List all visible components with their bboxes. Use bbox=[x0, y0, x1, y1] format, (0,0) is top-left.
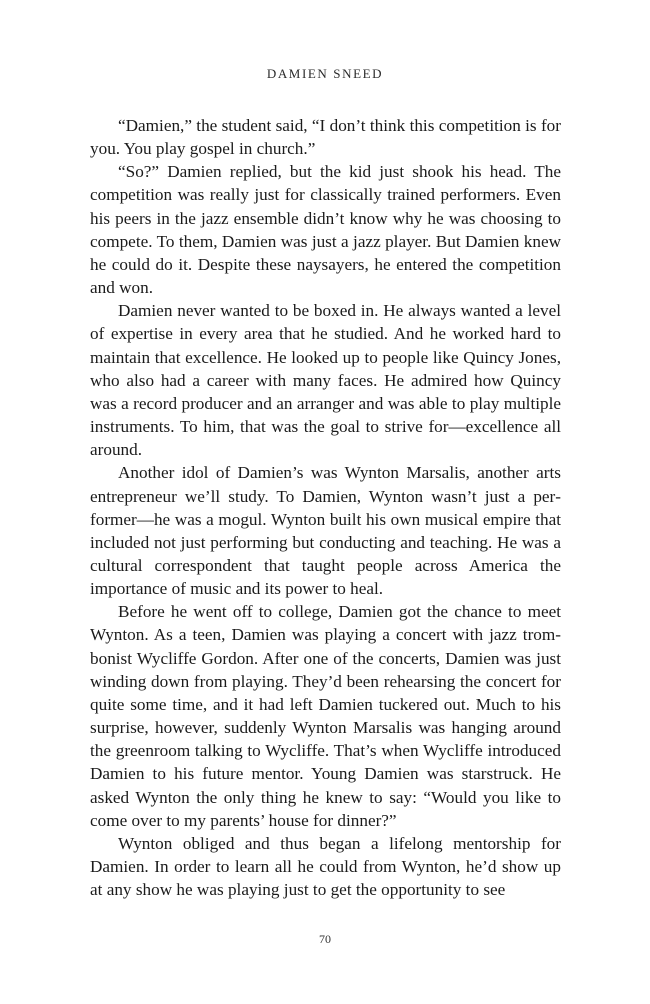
body-text bbox=[90, 114, 561, 901]
paragraph: “So?” Damien replied, but the kid just shook his head. The competition was really just for classically trained performers. Even his peers in the jazz ensemble didn’t know why he was choosing to compete. To them, Damien was just a jazz player. But Damien knew he could do it. Despite these naysayers, he entered the competition and won. bbox=[90, 162, 561, 298]
paragraph: Another idol of Damien’s was Wynton Marsalis, another arts entrepreneur we’ll study. To Damien, Wynton wasn’t just a performer—he was a mogul. Wynton built his own musical empire that included not just performing but conducting and teaching. He was a cultural correspondent that taught people across America the importance of music and its power to heal. bbox=[90, 463, 561, 599]
page-number: 70 bbox=[319, 932, 331, 946]
paragraph: “Damien,” the student said, “I don’t think this competition is for you. You play gospel in church.” bbox=[90, 116, 561, 159]
paragraph: Before he went off to college, Damien got the chance to meet Wynton. As a teen, Damien was playing a concert with jazz trombonist Wycliffe Gordon. After one of the concerts, Damien was just winding down from playing. They’d been rehearsing the concert for quite some time, and it had left Damien tuckered out. Much to his surprise, however, suddenly Wynton Marsalis was hanging around the greenroom talking to Wycliffe. That’s when Wycliffe introduced Damien to his future mentor. Young Damien was starstruck. He asked Wynton the only thing he knew to say: “Would you like to come over to my parents’ house for dinner?” bbox=[90, 602, 561, 830]
paragraph: Damien never wanted to be boxed in. He always wanted a level of expertise in every area that he studied. And he worked hard to maintain that excellence. He looked up to people like Quincy Jones, who also had a career with many faces. He admired how Quincy was a record producer and an arranger and was able to play multiple instruments. To him, that was the goal to strive for—excellence all around. bbox=[90, 301, 561, 460]
paragraph: Wynton obliged and thus began a lifelong mentorship for Damien. In order to learn all he could from Wynton, he’d show up at any show he was playing just to get the opportunity to see bbox=[90, 833, 561, 900]
running-head: DAMIEN SNEED bbox=[266, 66, 384, 81]
